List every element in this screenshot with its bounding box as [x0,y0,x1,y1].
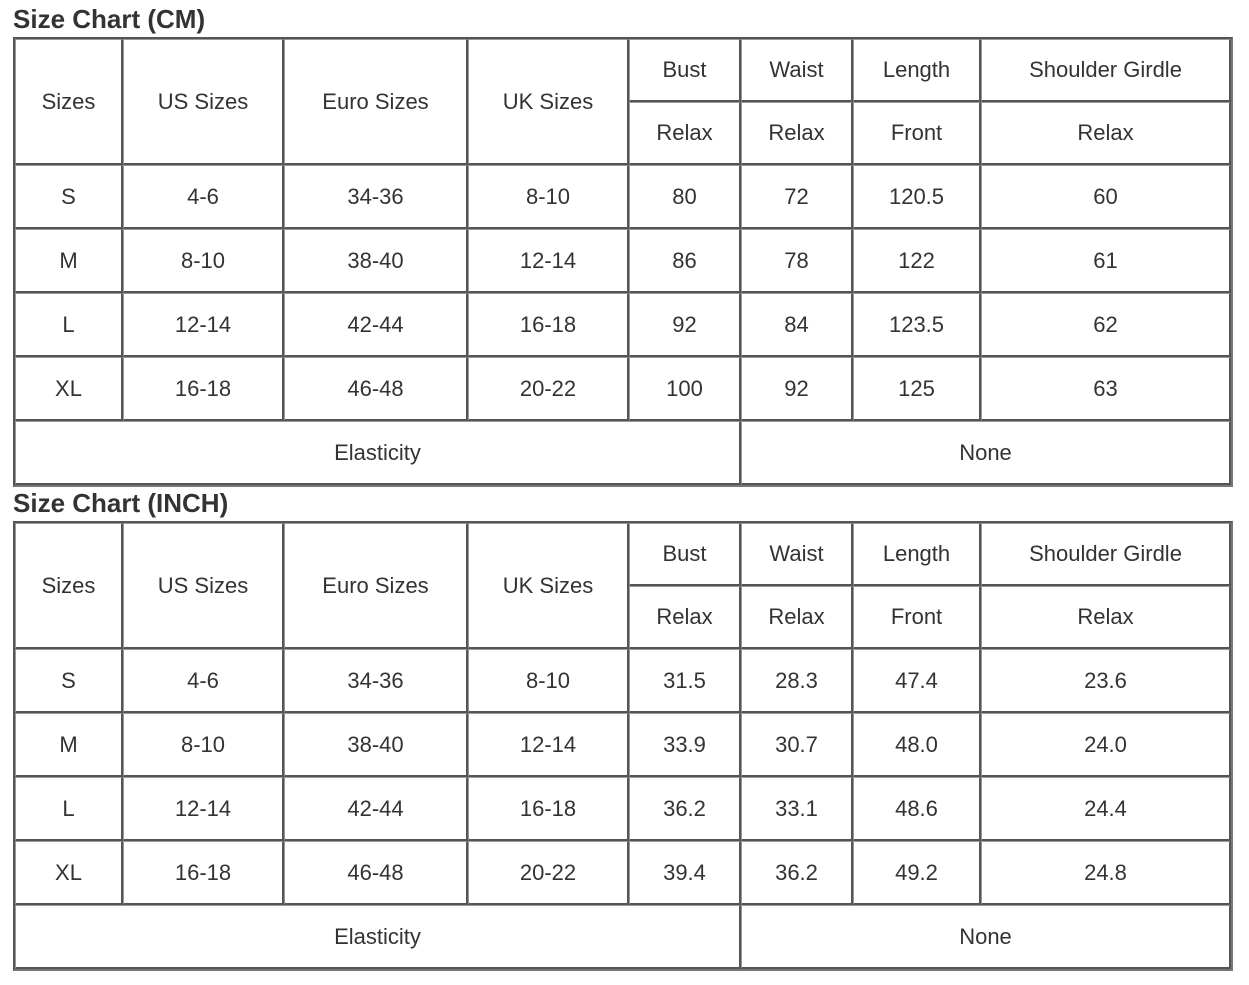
header-euro-sizes: Euro Sizes [284,39,468,165]
subheader-length: Front [853,586,981,649]
cell-uk: 8-10 [468,649,629,713]
cell-us: 12-14 [123,293,284,357]
cell-uk: 12-14 [468,229,629,293]
cell-size: L [15,293,123,357]
subheader-waist: Relax [741,102,853,165]
cell-bust: 36.2 [629,777,741,841]
cell-us: 8-10 [123,229,284,293]
cell-us: 8-10 [123,713,284,777]
cell-us: 16-18 [123,841,284,905]
cell-size: XL [15,357,123,421]
table-row [15,777,1231,841]
cell-waist: 30.7 [741,713,853,777]
elasticity-value: None [741,421,1231,485]
cell-waist: 84 [741,293,853,357]
cell-bust: 92 [629,293,741,357]
cell-shoulder: 24.0 [981,713,1231,777]
table-row [15,841,1231,905]
cell-length: 48.0 [853,713,981,777]
cell-euro: 38-40 [284,713,468,777]
cell-euro: 46-48 [284,841,468,905]
table-row [15,649,1231,713]
cell-uk: 8-10 [468,165,629,229]
cell-length: 47.4 [853,649,981,713]
table-row [15,165,1231,229]
subheader-waist: Relax [741,586,853,649]
subheader-shoulder: Relax [981,586,1231,649]
header-sizes: Sizes [15,39,123,165]
cell-bust: 39.4 [629,841,741,905]
cell-euro: 34-36 [284,649,468,713]
header-shoulder-girdle: Shoulder Girdle [981,39,1231,102]
header-euro-sizes: Euro Sizes [284,523,468,649]
elasticity-label: Elasticity [15,905,741,969]
cell-us: 4-6 [123,165,284,229]
cell-waist: 28.3 [741,649,853,713]
cell-waist: 72 [741,165,853,229]
cell-bust: 86 [629,229,741,293]
cell-shoulder: 24.4 [981,777,1231,841]
table-row [15,713,1231,777]
size-chart-cm-title: Size Chart (CM) [13,4,206,34]
cell-bust: 100 [629,357,741,421]
subheader-length: Front [853,102,981,165]
header-length: Length [853,523,981,586]
header-sizes: Sizes [15,523,123,649]
subheader-bust: Relax [629,586,741,649]
table-row [15,357,1231,421]
cell-us: 4-6 [123,649,284,713]
cell-size: L [15,777,123,841]
cell-waist: 92 [741,357,853,421]
cell-waist: 36.2 [741,841,853,905]
cell-euro: 46-48 [284,357,468,421]
header-length: Length [853,39,981,102]
cell-size: M [15,713,123,777]
header-bust: Bust [629,39,741,102]
cell-euro: 38-40 [284,229,468,293]
header-row [15,39,1231,102]
header-bust: Bust [629,523,741,586]
subheader-shoulder: Relax [981,102,1231,165]
cell-euro: 34-36 [284,165,468,229]
subheader-bust: Relax [629,102,741,165]
header-uk-sizes: UK Sizes [468,523,629,649]
header-uk-sizes: UK Sizes [468,39,629,165]
cell-size: S [15,165,123,229]
cell-euro: 42-44 [284,293,468,357]
header-shoulder-girdle: Shoulder Girdle [981,523,1231,586]
cell-length: 125 [853,357,981,421]
cell-shoulder: 61 [981,229,1231,293]
header-us-sizes: US Sizes [123,39,284,165]
cell-size: S [15,649,123,713]
cell-size: M [15,229,123,293]
size-chart-inch-title: Size Chart (INCH) [13,488,229,518]
cell-length: 122 [853,229,981,293]
cell-bust: 31.5 [629,649,741,713]
cell-us: 12-14 [123,777,284,841]
header-waist: Waist [741,523,853,586]
cell-length: 120.5 [853,165,981,229]
cell-uk: 12-14 [468,713,629,777]
cell-bust: 80 [629,165,741,229]
cell-uk: 16-18 [468,293,629,357]
header-us-sizes: US Sizes [123,523,284,649]
cell-euro: 42-44 [284,777,468,841]
cell-shoulder: 23.6 [981,649,1231,713]
cell-length: 49.2 [853,841,981,905]
header-row [15,523,1231,586]
cell-uk: 20-22 [468,841,629,905]
header-waist: Waist [741,39,853,102]
cell-us: 16-18 [123,357,284,421]
cell-size: XL [15,841,123,905]
table-row [15,229,1231,293]
cell-uk: 20-22 [468,357,629,421]
cell-waist: 78 [741,229,853,293]
elasticity-value: None [741,905,1231,969]
cell-shoulder: 62 [981,293,1231,357]
cell-length: 123.5 [853,293,981,357]
cell-waist: 33.1 [741,777,853,841]
cell-uk: 16-18 [468,777,629,841]
cell-shoulder: 60 [981,165,1231,229]
size-chart-cm-table [13,37,1233,487]
size-chart-inch-table [13,521,1233,971]
elasticity-row [15,905,1231,969]
cell-shoulder: 63 [981,357,1231,421]
elasticity-row [15,421,1231,485]
cell-bust: 33.9 [629,713,741,777]
elasticity-label: Elasticity [15,421,741,485]
cell-length: 48.6 [853,777,981,841]
cell-shoulder: 24.8 [981,841,1231,905]
table-row [15,293,1231,357]
